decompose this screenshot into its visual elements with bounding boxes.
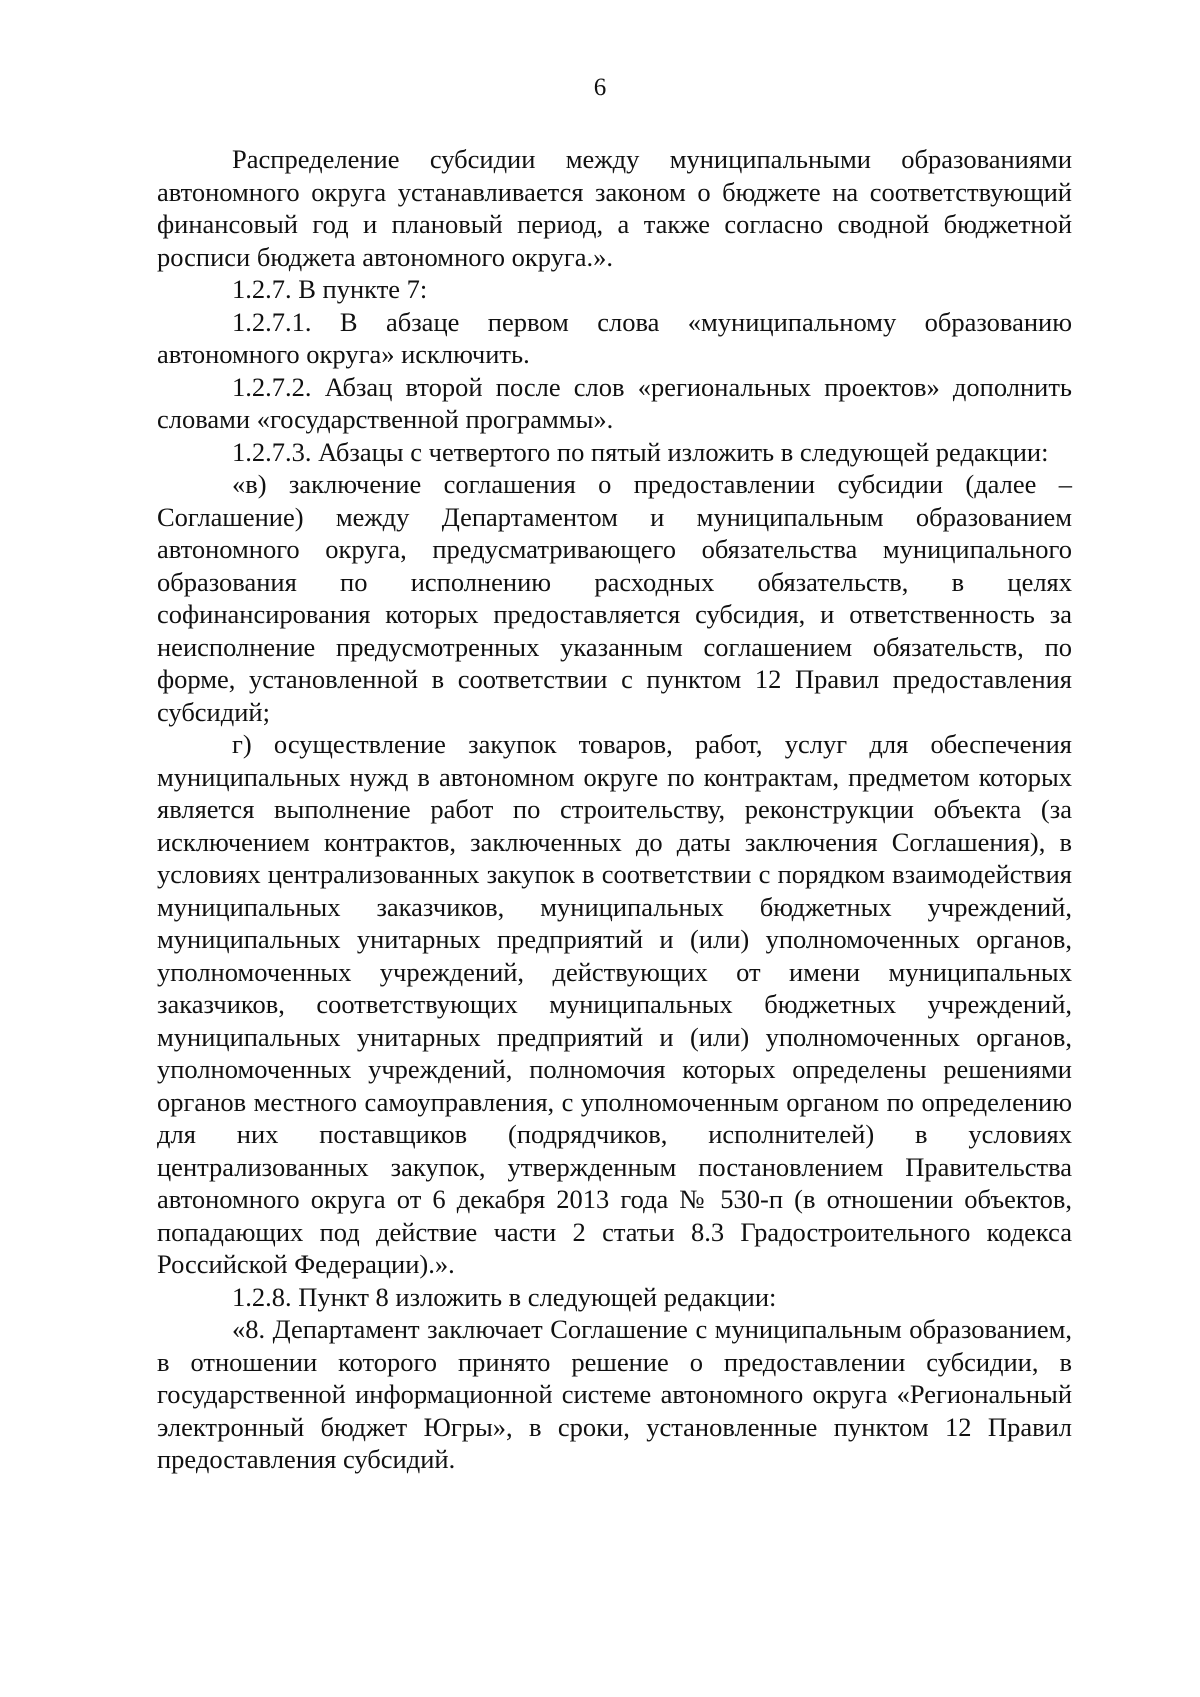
document-body — [157, 143, 1072, 1476]
paragraph-1-2-7-2: 1.2.7.2. Абзац второй после слов «региональных проектов» дополнить словами «государственной программы». — [157, 371, 1072, 434]
paragraph-1-2-7-3: 1.2.7.3. Абзацы с четвертого по пятый изложить в следующей редакции: — [232, 436, 1049, 467]
paragraph-item-g: г) осуществление закупок товаров, работ, услуг для обеспечения муниципальных нужд в автономном округе по контрактам, предметом которых является выполнение работ по строительству, реконструкции объекта (за исключением контрактов, заключенных до даты заключения Соглашения), в условиях централизованных закупок в соответствии с порядком взаимодействия муниципальных заказчиков, муниципальных бюджетных учреждений, муниципальных унитарных предприятий и (или) уполномоченных органов, уполномоченных учреждений, действующих от имени муниципальных заказчиков, соответствующих муниципальных бюджетных учреждений, муниципальных унитарных предприятий и (или) уполномоченных органов, уполномоченных учреждений, полномочия которых определены решениями органов местного самоуправления, с уполномоченным органом по определению для них поставщиков (подрядчиков, исполнителей) в условиях централизованных закупок, утвержденным постановлением Правительства автономного округа от 6 декабря 2013 года № 530-п (в отношении объектов, попадающих под действие части 2 статьи 8.3 Градостроительного кодекса Российской Федерации).». — [157, 729, 1072, 1279]
paragraph-subsidy-distribution: Распределение субсидии между муниципальными образованиями автономного округа устанавливается законом о бюджете на соответствующий финансовый год и плановый период, а также согласно сводной бюджетной росписи бюджета автономного округа.». — [157, 144, 1072, 272]
paragraph-item-8: «8. Департамент заключает Соглашение с муниципальным образованием, в отношении которого принято решение о предоставлении субсидии, в государственной информационной системе автономного округа «Региональный электронный бюджет Югры», в сроки, установленные пунктом 12 Правил предоставления субсидий. — [157, 1314, 1072, 1474]
paragraph-item-v: «в) заключение соглашения о предоставлении субсидии (далее – Соглашение) между Департаментом и муниципальным образованием автономного округа, предусматривающего обязательства муниципального образования по исполнению расходных обязательств, в целях софинансирования которых предоставляется субсидия, и ответственность за неисполнение предусмотренных указанным соглашением обязательств, по форме, установленной в соответствии с пунктом 12 Правил предоставления субсидий; — [157, 469, 1072, 727]
paragraph-1-2-8: 1.2.8. Пункт 8 изложить в следующей редакции: — [232, 1281, 777, 1312]
paragraph-1-2-7-1: 1.2.7.1. В абзаце первом слова «муниципальному образованию автономного округа» исключить. — [157, 306, 1072, 369]
paragraph-1-2-7: 1.2.7. В пункте 7: — [232, 274, 428, 304]
page-number: 6 — [593, 74, 607, 101]
